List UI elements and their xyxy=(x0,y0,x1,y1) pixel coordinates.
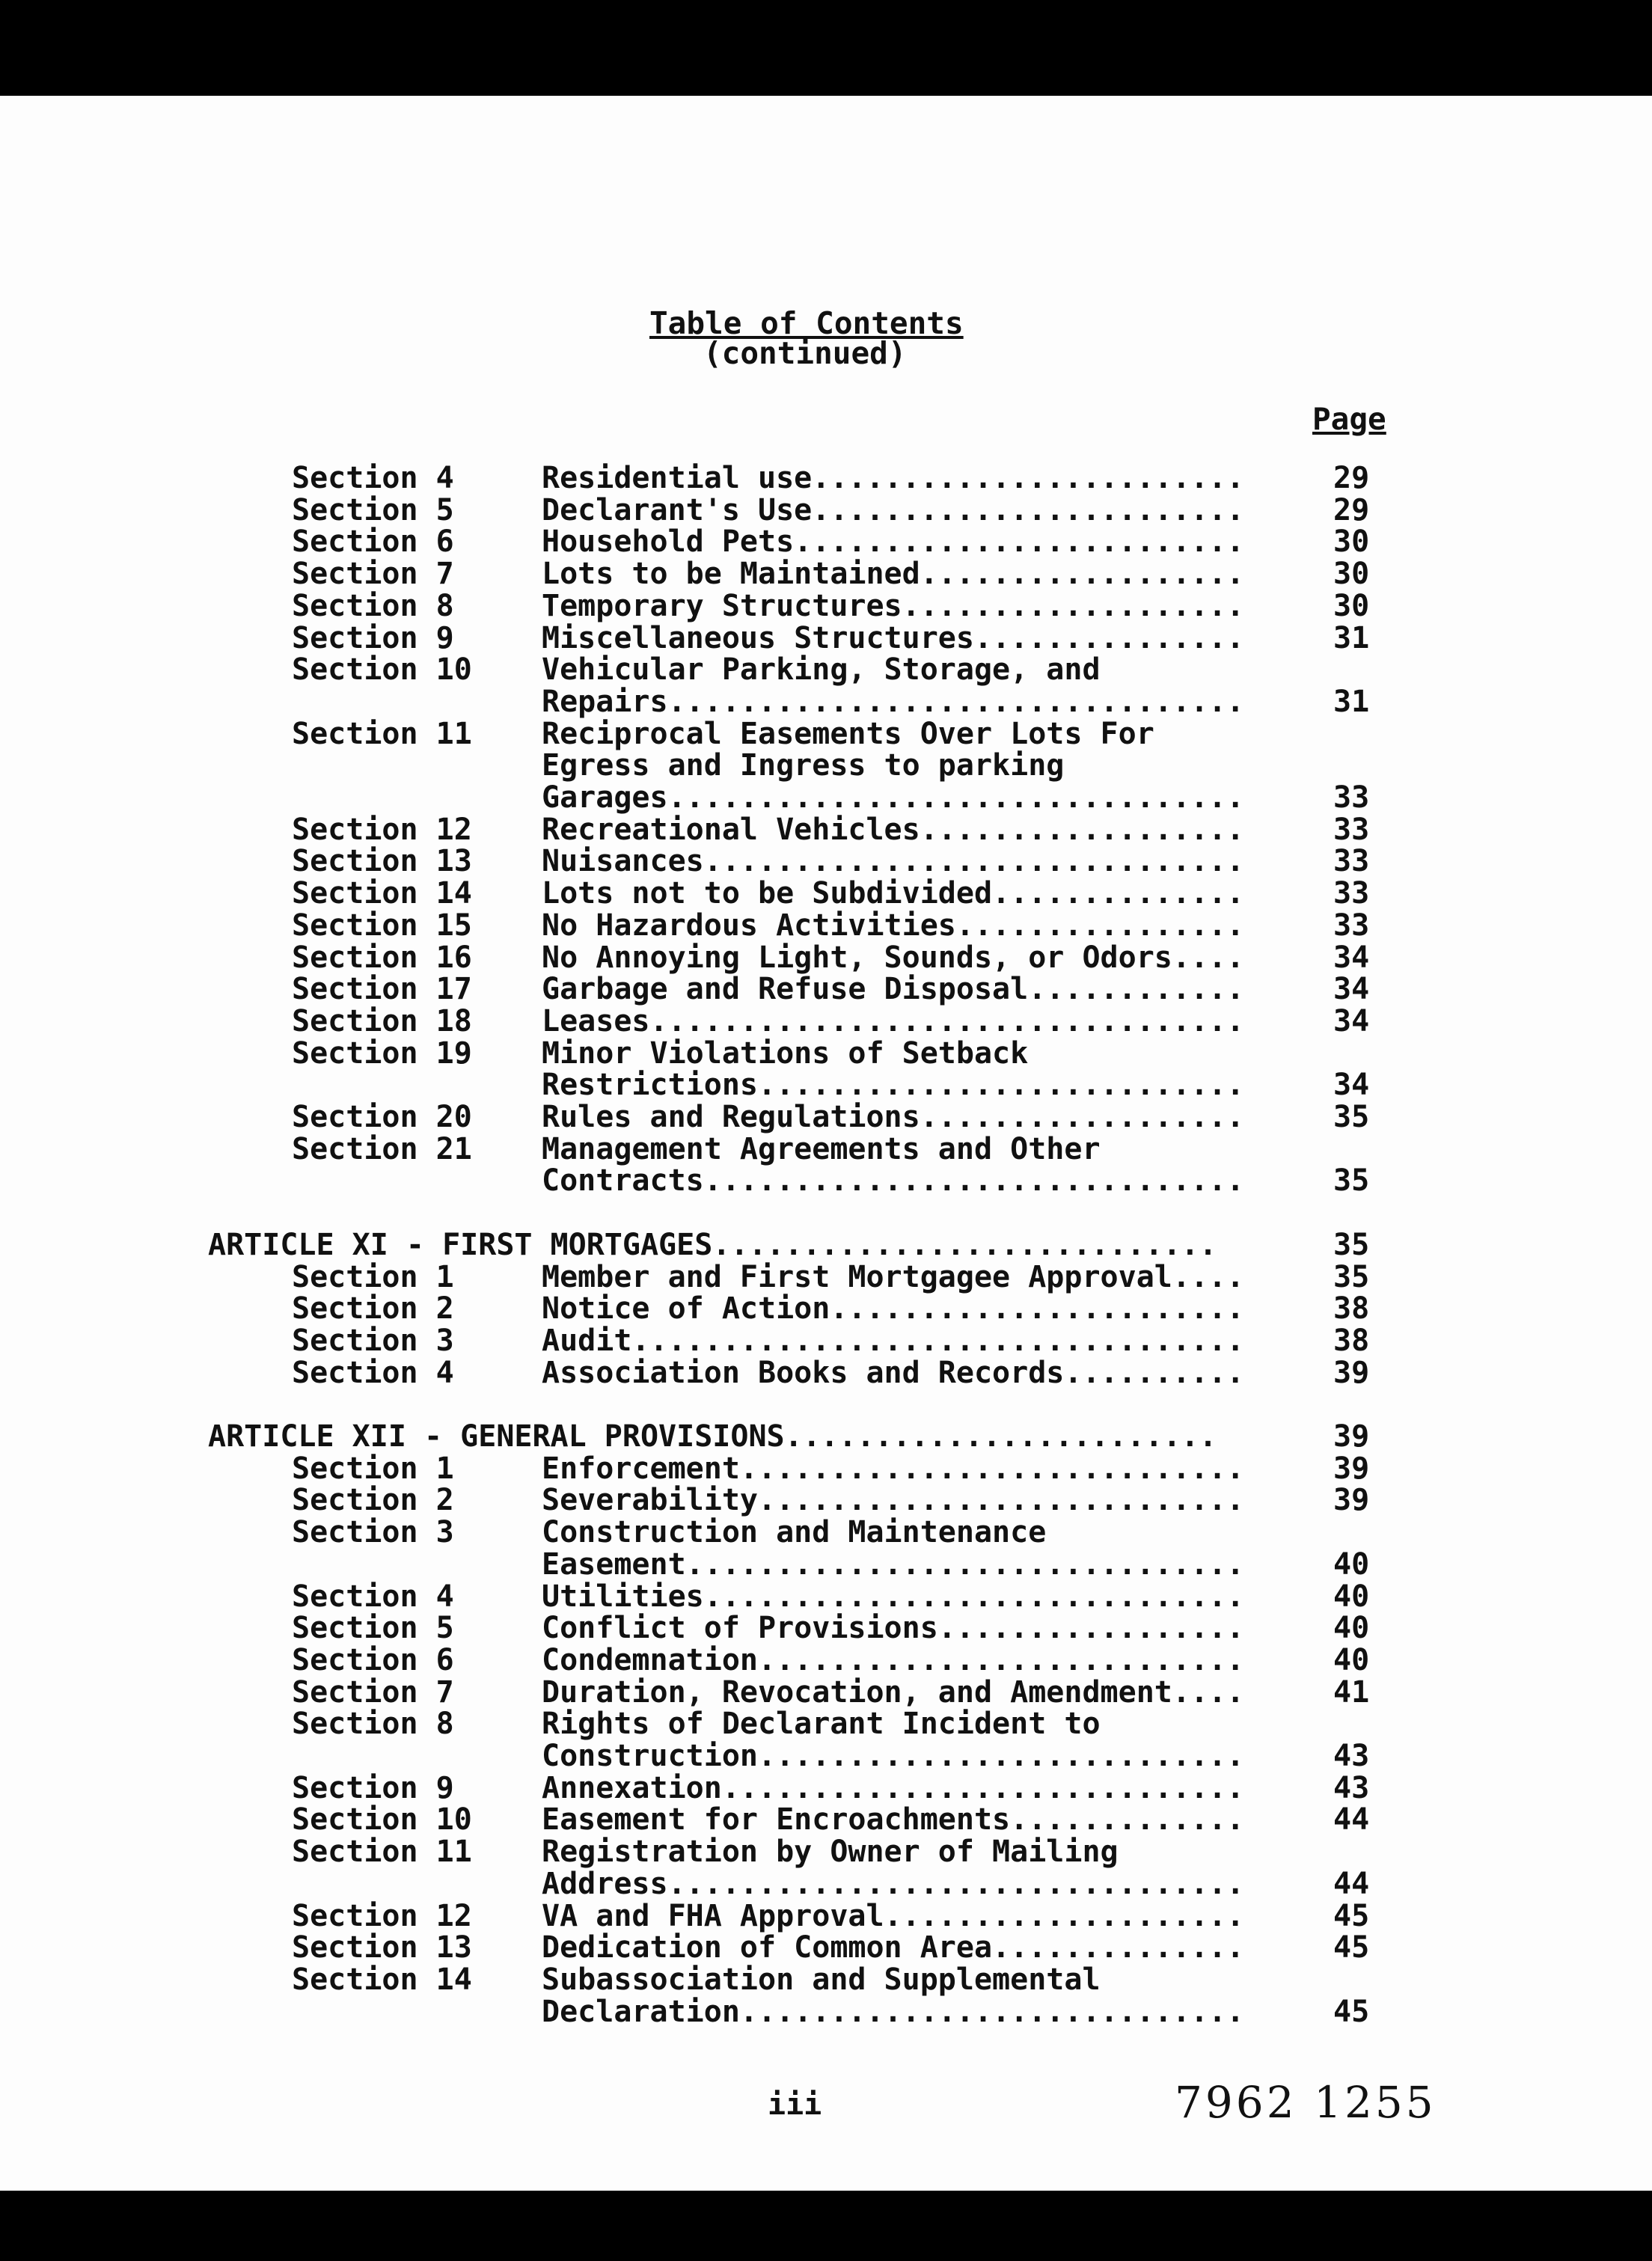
toc-entry-line xyxy=(0,1101,1652,1133)
page-number: 33 xyxy=(1333,908,1370,943)
toc-entry-line xyxy=(0,1165,1652,1197)
section-number: Section 10 xyxy=(292,652,472,688)
page-number: 39 xyxy=(1333,1355,1370,1390)
toc-entry-line xyxy=(0,718,1652,750)
page-number: 35 xyxy=(1333,1163,1370,1199)
page-number: 41 xyxy=(1333,1674,1370,1710)
toc-entry-line xyxy=(0,526,1652,558)
section-title: Annexation............................. xyxy=(542,1770,1245,1805)
toc-entry-line xyxy=(0,1900,1652,1933)
section-title: Address................................ xyxy=(542,1866,1245,1901)
section-number: Section 14 xyxy=(292,1962,472,1997)
toc-entry-line xyxy=(0,1964,1652,1996)
section-title: Reciprocal Easements Over Lots For xyxy=(542,716,1154,751)
toc-entry-line xyxy=(0,1836,1652,1868)
section-number: Section 1 xyxy=(292,1451,454,1486)
section-title: Egress and Ingress to parking xyxy=(542,748,1065,783)
section-title: Household Pets......................... xyxy=(542,524,1245,560)
toc-entry-line xyxy=(0,654,1652,686)
toc-entry-line xyxy=(0,462,1652,495)
section-number: Section 2 xyxy=(292,1291,454,1327)
page-number: 34 xyxy=(1333,972,1370,1007)
section-number: Section 5 xyxy=(292,492,454,527)
page-number: 34 xyxy=(1333,1003,1370,1038)
section-number: Section 15 xyxy=(292,908,472,943)
toc-entry-line xyxy=(0,1996,1652,2028)
section-title: Construction........................... xyxy=(542,1739,1245,1773)
section-title: Leases................................. xyxy=(542,1003,1245,1038)
page-number: 38 xyxy=(1333,1291,1370,1327)
section-number: Section 11 xyxy=(292,1835,472,1870)
section-number: Section 6 xyxy=(292,1642,454,1677)
article-title: ARTICLE XII - GENERAL PROVISIONS........................ xyxy=(208,1419,1217,1454)
section-number: Section 4 xyxy=(292,1355,454,1390)
toc-entry-line xyxy=(0,1804,1652,1836)
toc-entry-line xyxy=(0,492,1652,527)
page-number: 33 xyxy=(1333,780,1370,815)
page-number: 39 xyxy=(1333,1419,1370,1454)
section-number: Section 2 xyxy=(292,1483,454,1518)
toc-entry-line xyxy=(0,1546,1652,1582)
section-title: Construction and Maintenance xyxy=(542,1515,1047,1550)
toc-entry-line xyxy=(0,1357,1652,1389)
section-title: Rights of Declarant Incident to xyxy=(542,1707,1101,1742)
page-number: 29 xyxy=(1333,492,1370,527)
toc-entry-line xyxy=(0,1708,1652,1740)
page-number: 33 xyxy=(1333,844,1370,879)
page-number: 30 xyxy=(1333,588,1370,623)
section-title: Miscellaneous Structures............... xyxy=(542,620,1245,655)
section-title: Temporary Structures................... xyxy=(542,588,1245,623)
page-number: 43 xyxy=(1333,1770,1370,1805)
toc-entry-line xyxy=(0,1517,1652,1549)
section-title: Easement for Encroachments............. xyxy=(542,1802,1245,1838)
document-number: 7962 1255 xyxy=(1175,2077,1437,2128)
section-title: Registration by Owner of Mailing xyxy=(542,1835,1119,1870)
toc-entry-line xyxy=(0,878,1652,910)
section-title: VA and FHA Approval.................... xyxy=(542,1898,1245,1933)
toc-entry-line xyxy=(0,1868,1652,1900)
toc-entry-line xyxy=(0,1003,1652,1038)
page-number: 33 xyxy=(1333,812,1370,847)
page-number: 40 xyxy=(1333,1579,1370,1614)
toc-entry-line xyxy=(0,1484,1652,1517)
toc-entry-line xyxy=(0,1133,1652,1166)
section-title: Repairs................................ xyxy=(542,684,1245,719)
section-number: Section 8 xyxy=(292,588,454,623)
page-number: 45 xyxy=(1333,1898,1370,1933)
page-number: 31 xyxy=(1333,620,1370,655)
page-number: 40 xyxy=(1333,1546,1370,1582)
article-heading xyxy=(0,1229,1652,1261)
section-number: Section 12 xyxy=(292,812,472,847)
page-number: 31 xyxy=(1333,684,1370,719)
section-number: Section 14 xyxy=(292,876,472,911)
section-number: Section 7 xyxy=(292,1674,454,1710)
page-number: 39 xyxy=(1333,1483,1370,1518)
section-title: Dedication of Common Area.............. xyxy=(542,1930,1245,1965)
section-title: Management Agreements and Other xyxy=(542,1131,1101,1166)
page-number: 38 xyxy=(1333,1323,1370,1358)
toc-entry-line xyxy=(0,1674,1652,1710)
section-title: No Hazardous Activities................ xyxy=(542,908,1245,943)
page-number: 45 xyxy=(1333,1930,1370,1965)
page-number: 35 xyxy=(1333,1259,1370,1294)
section-number: Section 9 xyxy=(292,1770,454,1805)
section-title: Easement............................... xyxy=(542,1546,1245,1582)
article-title: ARTICLE XI - FIRST MORTGAGES............................ xyxy=(208,1227,1217,1262)
section-title: Garages................................ xyxy=(542,780,1245,815)
toc-entry-line xyxy=(0,814,1652,846)
section-title: Declarant's Use........................ xyxy=(542,492,1245,527)
section-number: Section 3 xyxy=(292,1515,454,1550)
page-number: 35 xyxy=(1333,1100,1370,1134)
toc-entry-line xyxy=(0,750,1652,782)
page-number: 45 xyxy=(1333,1994,1370,2029)
section-number: Section 13 xyxy=(292,1930,472,1965)
section-title: No Annoying Light, Sounds, or Odors.... xyxy=(542,940,1245,975)
section-number: Section 11 xyxy=(292,716,472,751)
toc-entry-line xyxy=(0,1612,1652,1644)
toc-entry-line xyxy=(0,910,1652,942)
toc-entry-line xyxy=(0,1644,1652,1677)
section-number: Section 18 xyxy=(292,1003,472,1038)
section-title: Duration, Revocation, and Amendment.... xyxy=(542,1674,1245,1710)
section-title: Declaration............................ xyxy=(542,1994,1245,2029)
section-number: Section 7 xyxy=(292,557,454,592)
section-title: Residential use........................ xyxy=(542,461,1245,495)
section-number: Section 19 xyxy=(292,1035,472,1071)
section-title: Conflict of Provisions................. xyxy=(542,1611,1245,1646)
toc-entry-line xyxy=(0,686,1652,718)
page-number: 33 xyxy=(1333,876,1370,911)
section-title: Rules and Regulations.................. xyxy=(542,1100,1245,1134)
page-number: 44 xyxy=(1333,1802,1370,1838)
section-title: Audit.................................. xyxy=(542,1323,1245,1358)
toc-entry-line xyxy=(0,590,1652,622)
section-title: Severability........................... xyxy=(542,1483,1245,1518)
section-title: Garbage and Refuse Disposal............ xyxy=(542,972,1245,1007)
section-title: Subassociation and Supplemental xyxy=(542,1962,1101,1997)
page-title: Table of Contents xyxy=(649,305,964,341)
section-title: Nuisances.............................. xyxy=(542,844,1245,879)
section-title: Enforcement............................ xyxy=(542,1451,1245,1486)
page-number: 44 xyxy=(1333,1866,1370,1901)
page-number: 35 xyxy=(1333,1227,1370,1262)
section-title: Lots to be Maintained.................. xyxy=(542,557,1245,592)
section-title: Association Books and Records.......... xyxy=(542,1355,1245,1390)
page-subtitle: (continued) xyxy=(703,335,907,371)
section-title: Vehicular Parking, Storage, and xyxy=(542,652,1101,688)
section-number: Section 16 xyxy=(292,940,472,975)
toc-entry-line xyxy=(0,1069,1652,1101)
section-number: Section 10 xyxy=(292,1802,472,1838)
toc-entry-line xyxy=(0,1293,1652,1325)
article-heading xyxy=(0,1421,1652,1453)
page-number: 39 xyxy=(1333,1451,1370,1486)
page-number: 30 xyxy=(1333,524,1370,560)
toc-entry-line xyxy=(0,1453,1652,1485)
toc-entry-line xyxy=(0,1740,1652,1772)
section-title: Utilities.............................. xyxy=(542,1579,1245,1614)
section-number: Section 20 xyxy=(292,1100,472,1134)
section-number: Section 8 xyxy=(292,1707,454,1742)
toc-entry-line xyxy=(0,845,1652,878)
page-number: 40 xyxy=(1333,1642,1370,1677)
page-number: 43 xyxy=(1333,1739,1370,1773)
section-title: Contracts.............................. xyxy=(542,1163,1245,1199)
toc-entry-line xyxy=(0,558,1652,590)
section-title: Lots not to be Subdivided.............. xyxy=(542,876,1245,911)
page-number: 30 xyxy=(1333,557,1370,592)
section-number: Section 4 xyxy=(292,1579,454,1614)
page-number: 40 xyxy=(1333,1611,1370,1646)
page-column-header: Page xyxy=(1312,401,1386,437)
toc-entry-line xyxy=(0,1772,1652,1805)
section-number: Section 21 xyxy=(292,1131,472,1166)
section-title: Member and First Mortgagee Approval.... xyxy=(542,1259,1245,1294)
section-number: Section 12 xyxy=(292,1898,472,1933)
section-title: Restrictions........................... xyxy=(542,1068,1245,1103)
section-number: Section 9 xyxy=(292,620,454,655)
page-number: 34 xyxy=(1333,1068,1370,1103)
section-number: Section 17 xyxy=(292,972,472,1007)
toc-entry-line xyxy=(0,1325,1652,1357)
toc-entry-line xyxy=(0,1035,1652,1071)
section-title: Minor Violations of Setback xyxy=(542,1035,1029,1071)
section-number: Section 6 xyxy=(292,524,454,560)
toc-entry-line xyxy=(0,622,1652,655)
section-number: Section 13 xyxy=(292,844,472,879)
section-title: Condemnation........................... xyxy=(542,1642,1245,1677)
section-title: Recreational Vehicles.................. xyxy=(542,812,1245,847)
page-number: 29 xyxy=(1333,461,1370,495)
page-number-roman: iii xyxy=(768,2087,822,2122)
section-number: Section 1 xyxy=(292,1259,454,1294)
toc-entry-line xyxy=(0,973,1652,1006)
page-number: 34 xyxy=(1333,940,1370,975)
section-number: Section 5 xyxy=(292,1611,454,1646)
toc-entry-line xyxy=(0,1932,1652,1964)
section-number: Section 4 xyxy=(292,461,454,495)
section-title: Notice of Action....................... xyxy=(542,1291,1245,1327)
toc-entry-line xyxy=(0,1581,1652,1613)
toc-entry-line xyxy=(0,782,1652,814)
toc-entry-line xyxy=(0,1261,1652,1294)
toc-entry-line xyxy=(0,942,1652,974)
section-number: Section 3 xyxy=(292,1323,454,1358)
